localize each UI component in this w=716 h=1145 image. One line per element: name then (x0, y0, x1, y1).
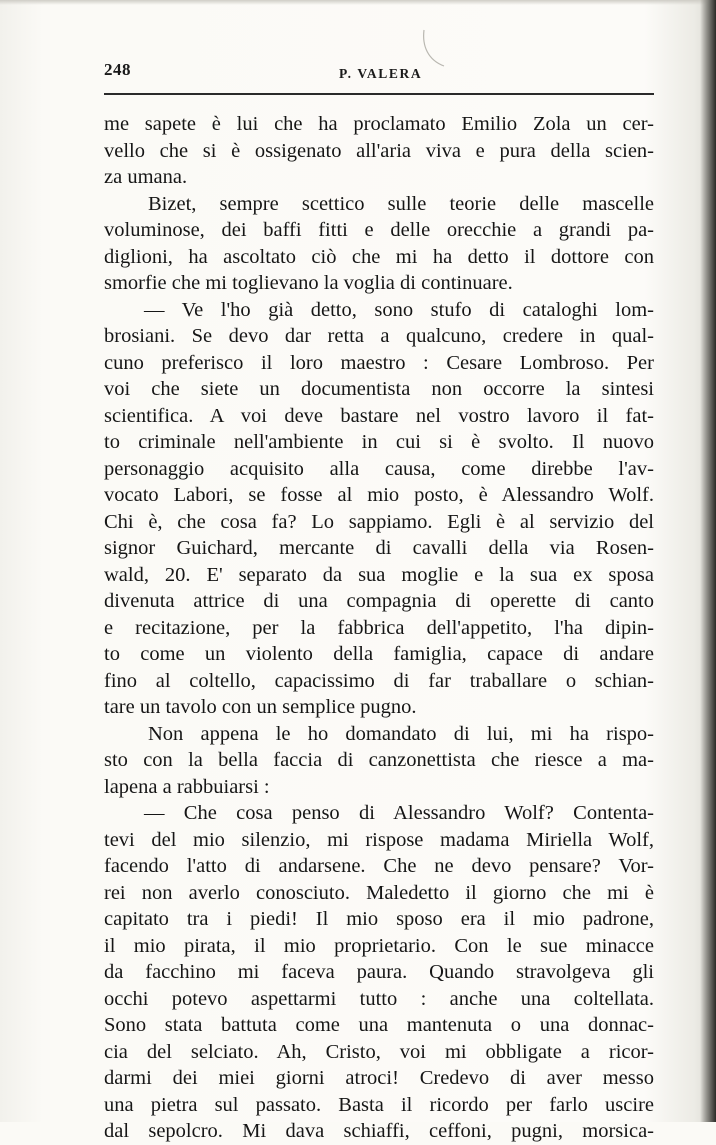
text-line: divenuta attrice di una compagnia di operette di canto (104, 590, 654, 612)
text-line: facendo l'atto di andarsene. Che ne devo pensare? Vor- (104, 855, 654, 877)
text-line: vello che si è ossigenato all'aria viva e pura della scien- (104, 139, 654, 162)
text-line: voluminose, dei baffi fitti e delle orecchie a grandi pa- (104, 219, 654, 241)
text-line: Non appena le ho domandato di lui, mi ha rispo- (148, 722, 654, 745)
text-line: signor Guichard, mercante di cavalli della via Rosen- (104, 537, 654, 559)
text-line: capitato tra i piedi! Il mio sposo era il mio padrone, (104, 908, 654, 930)
text-line: Chi è, che cosa fa? Lo sappiamo. Egli è al servizio del (104, 510, 654, 533)
text-line: dal sepolcro. Mi dava schiaffi, ceffoni, pugni, morsica- (104, 1120, 654, 1142)
text-line: me sapete è lui che ha proclamato Emilio Zola un cer- (104, 113, 654, 135)
text-line: sto con la bella faccia di canzonettista che riesce a ma- (104, 749, 654, 771)
text-line: brosiani. Se devo dar retta a qualcuno, credere in qual- (104, 325, 654, 347)
text-line: una pietra sul passato. Basta il ricordo per farlo uscire (104, 1093, 654, 1116)
text-line: — Ve l'ho già detto, sono stufo di cataloghi lom- (144, 298, 654, 321)
text-line: — Che cosa penso di Alessandro Wolf? Contenta- (144, 802, 654, 824)
page-header (104, 60, 654, 92)
text-line: smorfie che mi toglievano la voglia di continuare. (104, 272, 513, 294)
header-rule (104, 93, 654, 95)
text-line: lapena a rabbuiarsi : (104, 775, 270, 798)
body-text (104, 111, 654, 1145)
text-line: to come un violento della famiglia, capace di andare (104, 643, 654, 665)
text-line: wald, 20. E' separato da sua moglie e la sua ex sposa (104, 563, 654, 586)
text-line: cuno preferisco il loro maestro : Cesare Lombroso. Per (104, 351, 654, 374)
text-line: Sono stata battuta come una mantenuta o una donnac- (104, 1014, 654, 1036)
page-top-shadow (0, 0, 716, 5)
text-line: za umana. (104, 166, 188, 188)
text-line: darmi dei miei giorni atroci! Credevo di aver messo (104, 1067, 654, 1089)
text-line: voi che siete un documentista non occorre la sintesi (104, 378, 654, 400)
text-line: cia del selciato. Ah, Cristo, voi mi obbligate a ricor- (104, 1040, 654, 1063)
text-line: fino al coltello, capacissimo di far traballare o schian- (104, 669, 654, 692)
text-line: personaggio acquisito alla causa, come direbbe l'av- (104, 457, 654, 480)
page-number: 248 (104, 60, 131, 79)
text-line: Bizet, sempre scettico sulle teorie delle mascelle (148, 192, 654, 215)
text-line: diglioni, ha ascoltato ciò che mi ha detto il dottore con (104, 245, 654, 268)
running-head: P. VALERA (339, 66, 423, 81)
text-line: vocato Labori, se fosse al mio posto, è Alessandro Wolf. (104, 484, 654, 506)
text-line: tare un tavolo con un semplice pugno. (104, 696, 417, 718)
page-binding-shadow (700, 0, 716, 1122)
text-line: rei non averlo conosciuto. Maledetto il giorno che mi è (104, 881, 654, 904)
text-line: occhi potevo aspettarmi tutto : anche una coltellata. (104, 987, 654, 1010)
text-line: il mio pirata, il mio proprietario. Con le sue minacce (104, 934, 654, 957)
text-line: tevi del mio silenzio, mi rispose madama Miriella Wolf, (104, 828, 654, 851)
text-line: scientifica. A voi deve bastare nel vostro lavoro il fat- (104, 404, 654, 427)
text-line: da facchino mi faceva paura. Quando stravolgeva gli (104, 961, 654, 983)
text-line: to criminale nell'ambiente in cui si è svolto. Il nuovo (104, 431, 654, 453)
text-line: e recitazione, per la fabbrica dell'appetito, l'ha dipin- (104, 616, 654, 639)
